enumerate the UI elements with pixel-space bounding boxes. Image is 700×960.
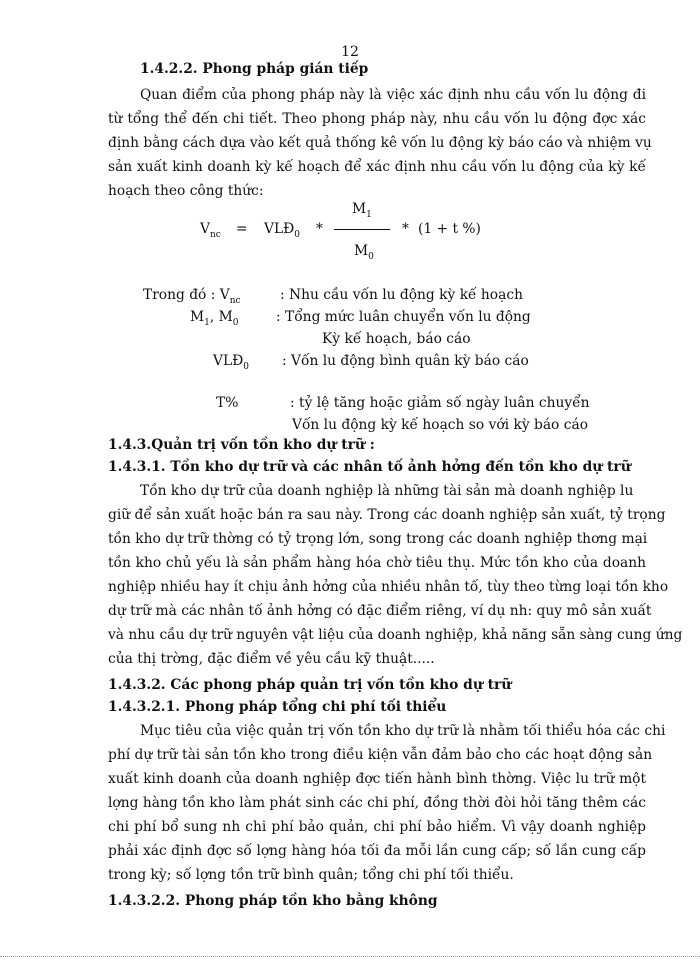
para-1-line-5: hoạch theo công thức: xyxy=(108,183,264,199)
heading-1-4-3-2-2: 1.4.3.2.2. Phong pháp tồn kho bằng không xyxy=(108,893,438,909)
para-1-line-4: sản xuất kinh doanh kỳ kế hoạch để xác định nhu cầu vốn lu động của kỳ kế xyxy=(108,159,646,175)
para-1-line-3: định bằng cách dựa vào kết quả thống kê vốn lu động kỳ báo cáo và nhiệm vụ xyxy=(108,135,652,151)
heading-1-4-3-1: 1.4.3.1. Tồn kho dự trữ và các nhân tố ảnh hởng đến tồn kho dự trữ xyxy=(108,459,631,475)
formula-lhs: $V_{nc}$ xyxy=(200,221,221,240)
definitions-intro: Trong đó : $V_{nc}$ xyxy=(143,287,241,306)
page-number: 12 xyxy=(341,44,359,60)
formula-term1: $VLĐ_0$ xyxy=(264,221,300,240)
definition-vld-label: $VLĐ_0$ xyxy=(213,353,249,372)
para-2-line-4: tồn kho chủ yếu là sản phẩm hàng hóa chờ tiêu thụ. Mức tồn kho của doanh xyxy=(108,555,646,571)
definition-m-label: $M_1$, $M_0$ xyxy=(190,309,239,328)
para-2-line-3: tồn kho dự trữ thờng có tỷ trọng lớn, song trong các doanh nghiệp thơng mại xyxy=(108,531,648,547)
para-3-line-7: trong kỳ; số lợng tồn trữ bình quân; tổng chi phí tối thiểu. xyxy=(108,867,514,883)
definition-m: : Tổng mức luân chuyển vốn lu động xyxy=(276,309,531,325)
definition-t-label: T% xyxy=(216,395,239,411)
para-3-line-6: phải xác định đợc số lợng hàng hóa tối đa mỗi lần cung cấp; số lần cung cấp xyxy=(108,843,646,859)
page-bottom-rule xyxy=(0,956,700,957)
para-3-line-4: lợng hàng tồn kho làm phát sinh các chi phí, đồng thời đòi hỏi tăng thêm các xyxy=(108,795,646,811)
formula-tail: (1 + t %) xyxy=(418,221,481,237)
para-3-line-2: phí dự trữ tài sản tồn kho trong điều kiện vẫn đảm bảo cho các hoạt động sản xyxy=(108,747,653,763)
para-2-line-5: nghiệp nhiều hay ít chịu ảnh hởng của nhiều nhân tố, tùy theo từng loại tồn kho xyxy=(108,579,669,595)
definition-m-cont: Kỳ kế hoạch, báo cáo xyxy=(322,331,471,347)
para-1-line-1: Quan điểm của phong pháp này là việc xác định nhu cầu vốn lu động đi xyxy=(140,87,646,103)
definition-t-cont: Vốn lu động kỳ kế hoạch so với kỳ báo cáo xyxy=(292,417,589,433)
formula-times-1: * xyxy=(316,221,323,237)
para-2-line-8: của thị trờng, đặc điểm về yêu cầu kỹ thuật..... xyxy=(108,651,435,667)
heading-1-4-2-2: 1.4.2.2. Phong pháp gián tiếp xyxy=(140,61,369,77)
para-2-line-1: Tồn kho dự trữ của doanh nghiệp là những tài sản mà doanh nghiệp lu xyxy=(140,483,634,499)
para-3-line-1: Mục tiêu của việc quản trị vốn tồn kho dự trữ là nhằm tối thiểu hóa các chi xyxy=(140,723,666,739)
heading-1-4-3-2-1: 1.4.3.2.1. Phong pháp tổng chi phí tối thiểu xyxy=(108,699,447,715)
definition-t: : tỷ lệ tăng hoặc giảm số ngày luân chuyển xyxy=(290,395,590,411)
para-2-line-2: giữ để sản xuất hoặc bán ra sau này. Trong các doanh nghiệp sản xuất, tỷ trọng xyxy=(108,507,666,523)
heading-1-4-3-2: 1.4.3.2. Các phong pháp quản trị vốn tồn kho dự trữ xyxy=(108,677,512,693)
para-1-line-2: từ tổng thể đến chi tiết. Theo phong pháp này, nhu cầu vốn lu động đợc xác xyxy=(108,111,646,127)
definition-vnc: : Nhu cầu vốn lu động kỳ kế hoạch xyxy=(280,287,523,303)
definition-vld: : Vốn lu động bình quân kỳ báo cáo xyxy=(282,353,529,369)
para-3-line-5: chi phí bổ sung nh chi phí bảo quản, chi phí bảo hiểm. Vì vậy doanh nghiệp xyxy=(108,819,646,835)
para-2-line-6: dự trữ mà các nhân tố ảnh hởng có đặc điểm riêng, ví dụ nh: quy mô sản xuất xyxy=(108,603,652,619)
formula-denominator: $M_0$ xyxy=(354,243,374,262)
heading-1-4-3: 1.4.3.Quản trị vốn tồn kho dự trữ : xyxy=(108,437,375,453)
para-3-line-3: xuất kinh doanh của doanh nghiệp đợc tiến hành bình thờng. Việc lu trữ một xyxy=(108,771,646,787)
para-2-line-7: và nhu cầu dự trữ nguyên vật liệu của doanh nghiệp, khả năng sẵn sàng cung ứng xyxy=(108,627,683,643)
formula-numerator: $M_1$ xyxy=(352,201,372,220)
formula-times-2: * xyxy=(402,221,409,237)
formula-equals: = xyxy=(236,221,248,237)
fraction-bar xyxy=(334,229,390,230)
